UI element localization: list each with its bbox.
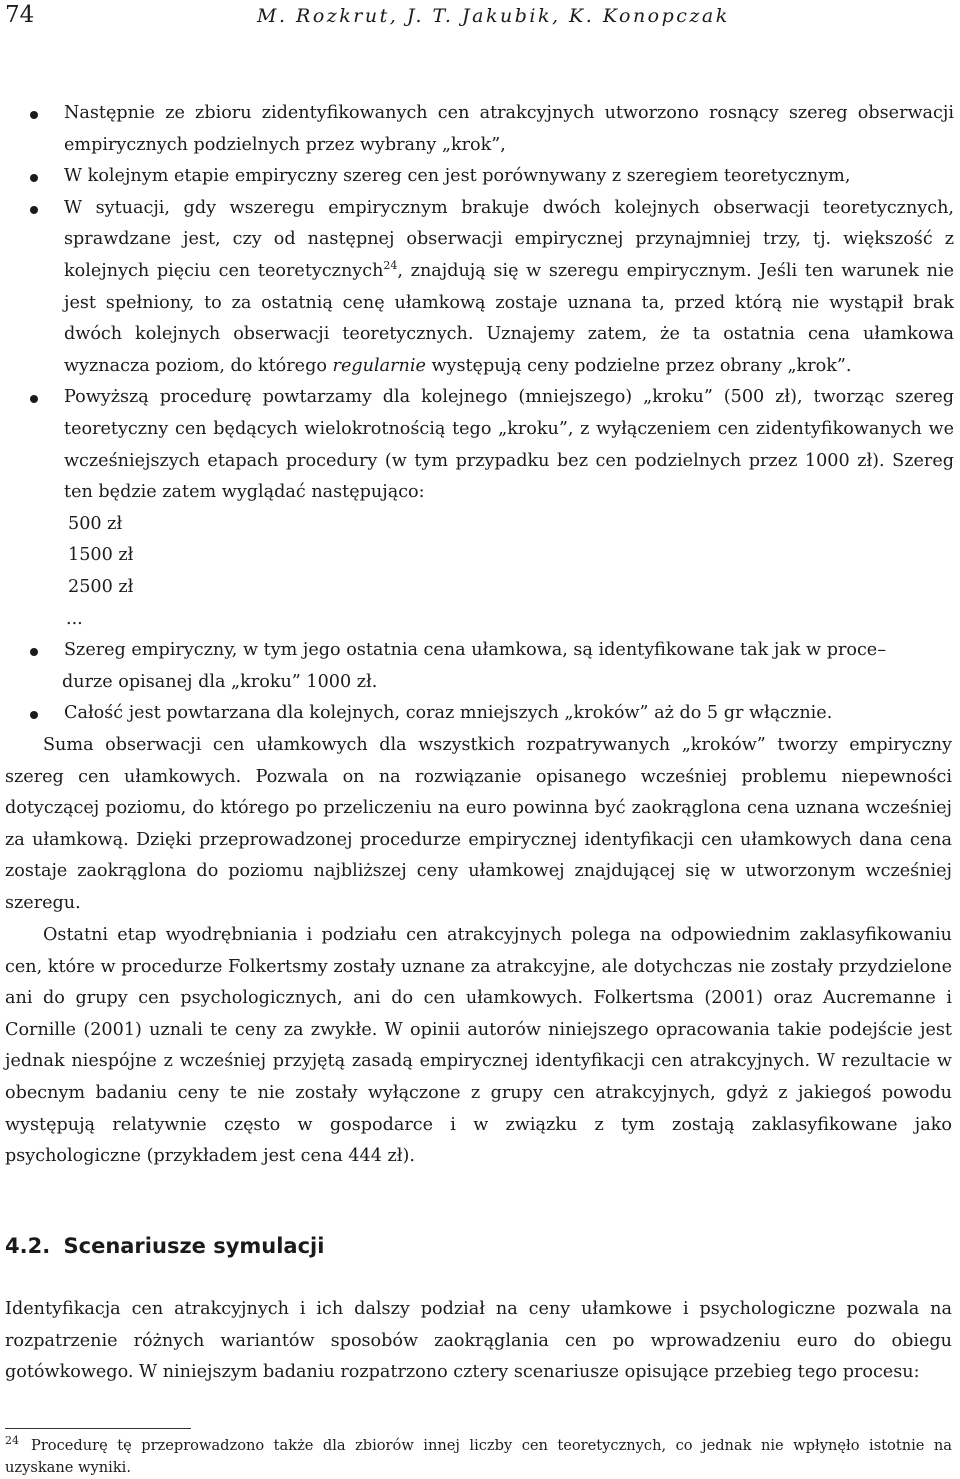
list-item <box>0 635 960 698</box>
body-paragraph: Suma obserwacji cen ułamkowych dla wszystkich rozpatrywanych „kroków” tworzy empiryczny szereg cen ułamkowych. Pozwala on na rozwiązanie opisanego wcześniej problemu niepewności dotyczącej poziomu, do którego po przeliczeniu na euro powinna być zaokrąglona cena uznana wcześniej za ułamkową. Dzięki przeprowadzonej procedurze empirycznej identyfikacji cen ułamkowych dana cena zostaje zaokrąglona do poziomu najbliższej ceny ułamkowej znajdującej się w utworzonym wcześniej szeregu. <box>5 735 952 913</box>
section-title: Scenariusze symulacji <box>63 1234 325 1258</box>
amount-ellipsis: ... <box>66 608 83 629</box>
amount-item: 500 zł <box>68 513 123 534</box>
section-heading <box>5 1230 324 1262</box>
page-number: 74 <box>5 2 35 28</box>
list-item-text: występują ceny podzielne przez obrany „krok”. <box>431 355 852 376</box>
footnote-text: Procedurę tę przeprowadzono także dla zbiorów innej liczby cen teoretycznych, co jednak nie wpłynęło istotnie na uzyskane wyniki. <box>5 1437 952 1476</box>
list-item-text: durze opisanej dla „kroku” 1000 zł. <box>62 671 378 692</box>
bullet-icon <box>30 648 38 656</box>
bullet-icon <box>30 711 38 719</box>
footnote-divider <box>5 1428 191 1429</box>
bullet-icon <box>30 206 38 214</box>
footnote-reference[interactable]: 24 <box>383 258 398 272</box>
list-item-text: Następnie ze zbioru zidentyfikowanych cen atrakcyjnych utworzono rosnący szereg obserwacji empirycznych podzielnych przez wybrany „krok”, <box>64 103 954 155</box>
list-item <box>0 382 960 508</box>
list-item-text: W kolejnym etapie empiryczny szereg cen jest porównywany z szeregiem teoretycznym, <box>64 166 851 187</box>
list-item-text: , znajdują się w szeregu empirycznym. Jeśli ten warunek nie jest spełniony, to za ostatnią cenę ułamkową zostaje uznana ta, przed którą nie wystąpił brak dwóch kolejnych obserwacji teoretycznych. Uznajemy zatem, że ta ostatnia cena ułamkowa wyznacza poziom, do którego <box>64 260 954 376</box>
list-item <box>0 161 960 193</box>
list-item <box>0 193 960 383</box>
bullet-icon <box>30 174 38 182</box>
list-item-text: Całość jest powtarzana dla kolejnych, coraz mniejszych „kroków” aż do 5 gr włącznie. <box>64 703 833 724</box>
bullet-icon <box>30 395 38 403</box>
body-paragraph: Identyfikacja cen atrakcyjnych i ich dalszy podział na ceny ułamkowe i psychologiczne pozwala na rozpatrzenie różnych wariantów sposobów zaokrąglania cen po wprowadzeniu euro do obiegu gotówkowego. W niniejszym badaniu rozpatrzono cztery scenariusze opisujące przebieg tego procesu: <box>5 1299 952 1383</box>
bullet-list <box>0 98 960 730</box>
list-item-text: Powyższą procedurę powtarzamy dla kolejnego (mniejszego) „kroku” (500 zł), tworząc szereg teoretyczny cen będących wielokrotnością tego „kroku”, z wyłączeniem cen zidentyfikowanych we wcześniejszych etapach procedury (w tym przypadku bez cen podzielnych przez 1000 zł). Szereg ten będzie zatem wyglądać następująco: <box>64 387 954 503</box>
section-number: 4.2. <box>5 1234 51 1258</box>
footnote <box>5 1430 952 1479</box>
list-item <box>0 98 960 161</box>
running-title: M. Rozkrut, J. T. Jakubik, K. Konopczak <box>257 5 730 27</box>
amount-item: 1500 zł <box>68 545 134 566</box>
amount-list <box>0 509 960 635</box>
list-item-text: W sytuacji, gdy wszeregu empirycznym brakuje dwóch kolejnych obserwacji teoretycznych, sprawdzane jest, czy od następnej obserwacji empirycznej przynajmniej trzy, tj. większość z kolejnych pięciu cen teoretycznych <box>64 197 954 281</box>
running-header <box>5 0 945 34</box>
footnote-mark: 24 <box>5 1434 19 1447</box>
list-item-text: Szereg empiryczny, w tym jego ostatnia cena ułamkowa, są identyfikowane tak jak w proce– <box>64 640 887 661</box>
body-paragraph: Ostatni etap wyodrębniania i podziału cen atrakcyjnych polega na odpowiednim zaklasyfikowaniu cen, które w procedurze Folkertsmy zostały uznane za atrakcyjne, ale dotychczas nie zostały przydzielone ani do grupy cen psychologicznych, ani do cen ułamkowych. Folkertsma (2001) oraz Aucremanne i Cornille (2001) uznali te ceny za zwykłe. W opinii autorów niniejszego opracowania takie podejście jest jednak niespójne z wcześniej przyjętą zasadą empirycznej identyfikacji cen atrakcyjnych. W rezultacie w obecnym badaniu ceny te nie zostały wyłączone z grupy cen atrakcyjnych, gdyż z jakiegoś powodu występują relatywnie często w gospodarce i w związku z tym zostają zaklasyfikowane jako psychologiczne (przykładem jest cena 444 zł). <box>5 925 952 1167</box>
emphasis-text: regularnie <box>332 355 426 376</box>
list-item <box>0 698 960 730</box>
amount-item: 2500 zł <box>68 576 134 597</box>
bullet-icon <box>30 111 38 119</box>
